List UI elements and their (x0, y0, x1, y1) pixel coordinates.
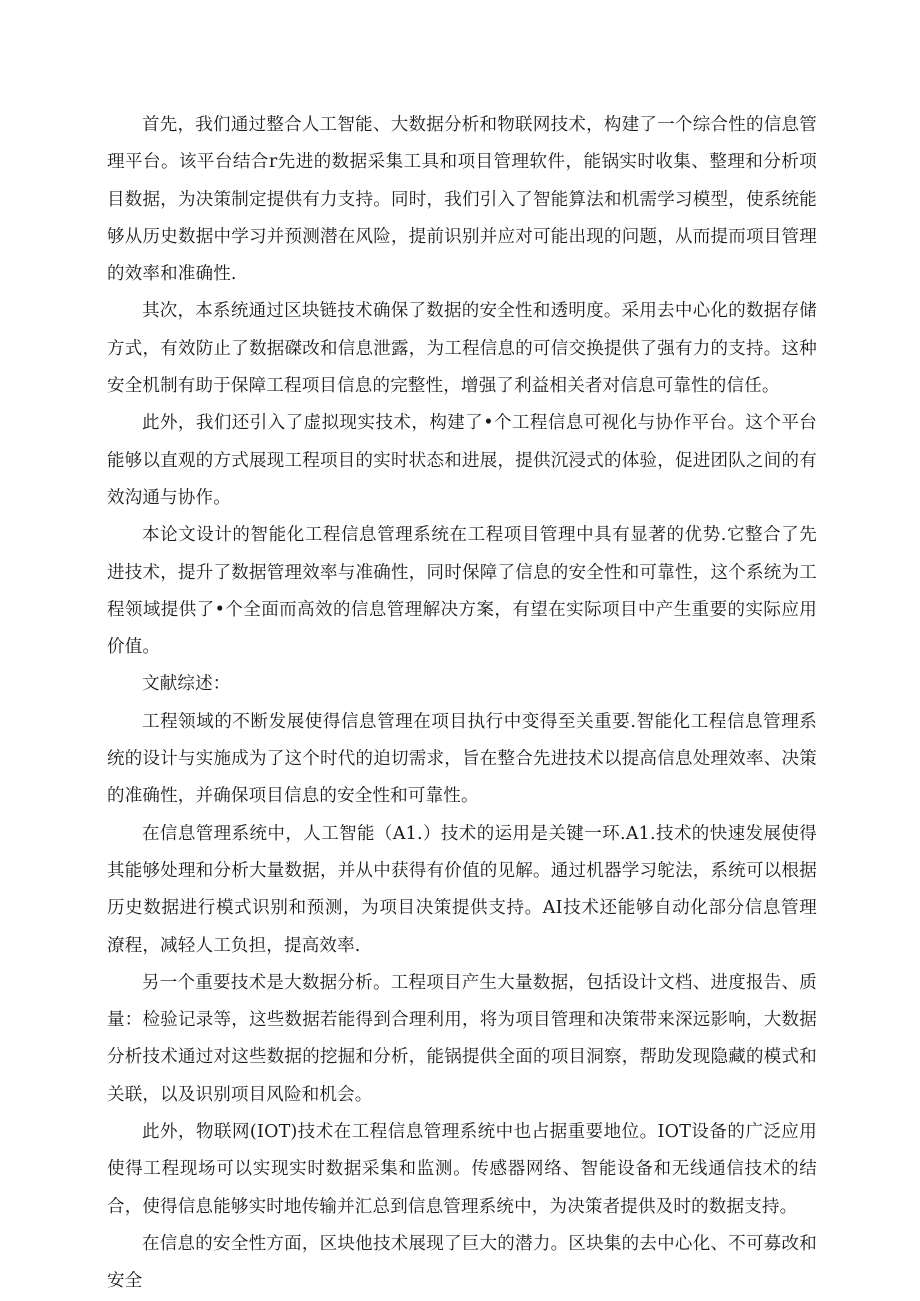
paragraph-blockchain-security: 其次，本系统通过区块链技术确保了数据的安全性和透明度。采用去中心化的数据存储方式，有效防止了数据磔改和信息泄露，为工程信息的可信交换提供了强有力的支持。这种安全机制有助于保障工程项目信息的完整性，增强了利益相关者对信息可靠性的信任。 (107, 301, 817, 397)
section-heading-literature-review: 文献综述： (142, 674, 231, 695)
paragraph-blockchain-partial: 在信息的安全性方面，区块他技术展现了巨大的潜力。区块集的去中心化、不可募改和安全 (107, 1233, 817, 1292)
paragraph-ai-technology: 在信息管理系统中，人工智能（A1.）技术的运用是关键一环.A1.技术的快速发展使得其能够处理和分析大量数据，并从中获得有价值的见解。通过机器学习鸵法，系统可以根据历史数据进行模式识别和预测，为项目决策提供支持。AI技术还能够自动化部分信息管理潦程，减轻人工负担，提高效率. (107, 823, 817, 956)
paragraph-big-data: 另一个重要技术是大数据分析。工程项目产生大量数据，包括设计文档、进度报告、质量：检验记录等，这些数据若能得到合理利用，将为项目管理和决策带来深远影响，大数据分析技术通过对这些数据的挖掘和分析，能锅提供全面的项目洞察，帮助发现隐藏的模式和关联，以及识别项目风险和机会。 (107, 972, 817, 1105)
paragraph-virtual-reality: 此外，我们还引入了虚拟现实技术，构建了•个工程信息可视化与协作平台。这个平台能够以直观的方式展现工程项目的实时状态和进展，提供沉浸式的体验，促进团队之间的有效沟通与协作。 (107, 413, 817, 508)
paragraph-intro-platform: 首先，我们通过整合人工智能、大数据分析和物联网技术，构建了一个综合性的信息管理平台。该平台结合r先进的数据采集工具和项目管理软件，能锅实时收集、整理和分析项目数据，为决策制定提供有力支持。同时，我们引入了智能算法和机需学习模型，使系统能够从历史数据中学习并预测潜在风险，提前识别并应对可能出现的问题，从而提而项目管理的效率和准确性. (107, 115, 817, 285)
document-body (107, 107, 817, 1301)
paragraph-literature-intro: 工程领域的不断发展使得信息管理在项目执行中变得至关重要.智能化工程信息管理系统的设计与实施成为了这个时代的迫切需求，旨在整合先进技术以提高信息处理效率、决策的准确性，并确保项目信息的安全性和可靠性。 (107, 711, 817, 807)
paragraph-iot: 此外，物联网(IOT)技术在工程信息管理系统中也占据重要地位。IOT设备的广泛应用使得工程现场可以实现实时数据采集和监测。传感器网络、智能设备和无线通信技术的结合，使得信息能够实时地传输并汇总到信息管理系统中，为决策者提供及时的数据支持。 (107, 1122, 817, 1217)
paragraph-system-advantages: 本论文设计的智能化工程信息管理系统在工程项目管理中具有显著的优势.它整合了先进技术，提升了数据管理效率与准确性，同时保障了信息的安全性和可靠性，这个系统为工程领域提供了•个全面而高效的信息管理解决方案，有望在实际项目中产生重要的实际应用价值。 (107, 525, 817, 658)
